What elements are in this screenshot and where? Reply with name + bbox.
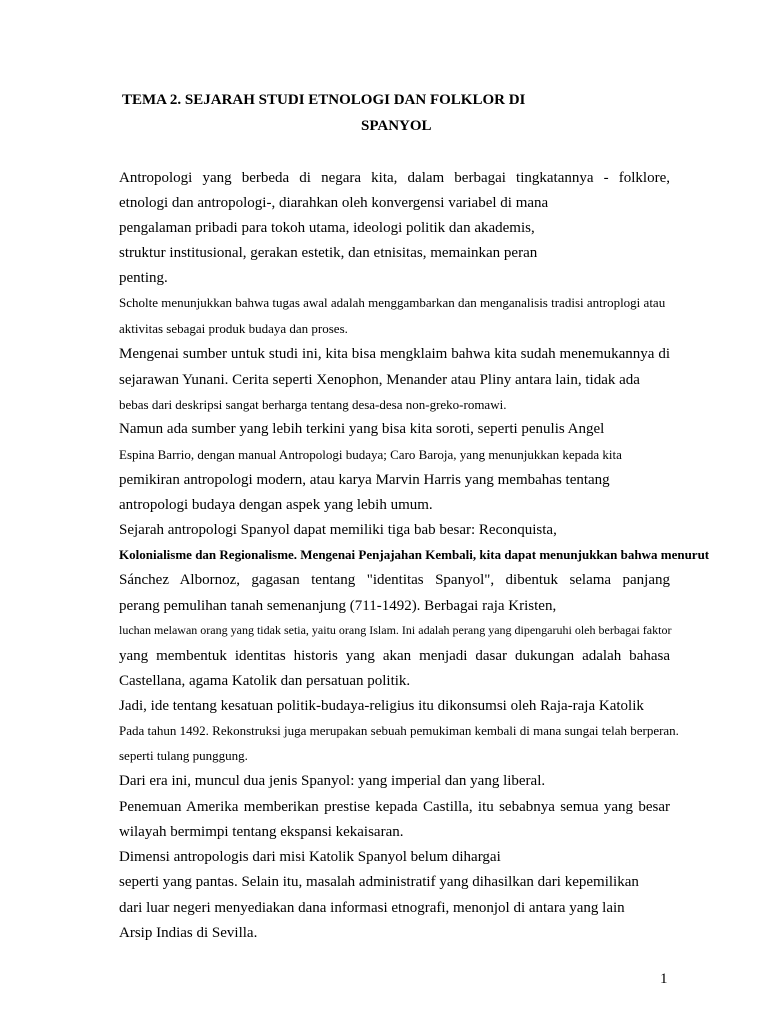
page-number: 1 xyxy=(660,971,668,987)
body-line: perang pemulihan tanah semenanjung (711-1492). Berbagai raja Kristen, xyxy=(119,598,557,614)
body-line: Castellana, agama Katolik dan persatuan politik. xyxy=(119,673,411,689)
body-line: antropologi budaya dengan aspek yang lebih umum. xyxy=(119,497,433,513)
body-line: Antropologi yang berbeda di negara kita, dalam berbagai tingkatannya - folklore, xyxy=(119,170,670,186)
body-line: Dimensi antropologis dari misi Katolik Spanyol belum dihargai xyxy=(119,849,501,865)
body-line: pengalaman pribadi para tokoh utama, ideologi politik dan akademis, xyxy=(119,220,535,236)
document-title-line-1: TEMA 2. SEJARAH STUDI ETNOLOGI DAN FOLKLOR DI xyxy=(122,92,526,108)
body-line: Kolonialisme dan Regionalisme. Mengenai Penjajahan Kembali, kita dapat menunjukkan bahwa menurut xyxy=(119,547,710,562)
body-line: luchan melawan orang yang tidak setia, yaitu orang Islam. Ini adalah perang yang dipengaruhi oleh berbagai faktor xyxy=(119,623,672,637)
body-line: pemikiran antropologi modern, atau karya Marvin Harris yang membahas tentang xyxy=(119,472,610,488)
body-line: Sánchez Albornoz, gagasan tentang "identitas Spanyol", dibentuk selama panjang xyxy=(119,572,670,588)
body-line: Pada tahun 1492. Rekonstruksi juga merupakan sebuah pemukiman kembali di mana sungai telah berperan. xyxy=(119,723,679,738)
body-line: bebas dari deskripsi sangat berharga tentang desa-desa non-greko-romawi. xyxy=(119,397,507,412)
body-line: Espina Barrio, dengan manual Antropologi budaya; Caro Baroja, yang menunjukkan kepada kita xyxy=(119,447,622,462)
body-line: etnologi dan antropologi-, diarahkan oleh konvergensi variabel di mana xyxy=(119,195,549,211)
body-line: sejarawan Yunani. Cerita seperti Xenophon, Menander atau Pliny antara lain, tidak ada xyxy=(119,372,640,388)
body-line: Mengenai sumber untuk studi ini, kita bisa mengklaim bahwa kita sudah menemukannya di xyxy=(119,346,670,362)
body-line: seperti tulang punggung. xyxy=(119,748,248,763)
body-line: penting. xyxy=(119,270,168,286)
body-line: Jadi, ide tentang kesatuan politik-budaya-religius itu dikonsumsi oleh Raja-raja Katolik xyxy=(119,698,644,714)
body-line: seperti yang pantas. Selain itu, masalah administratif yang dihasilkan dari kepemilikan xyxy=(119,874,639,890)
body-line: yang membentuk identitas historis yang akan menjadi dasar dukungan adalah bahasa xyxy=(119,648,670,664)
document-title-line-2: SPANYOL xyxy=(361,118,432,134)
body-line: Penemuan Amerika memberikan prestise kepada Castilla, itu sebabnya semua yang besar xyxy=(119,799,670,815)
body-line: Arsip Indias di Sevilla. xyxy=(119,925,258,941)
body-line: aktivitas sebagai produk budaya dan proses. xyxy=(119,321,348,336)
body-line: Sejarah antropologi Spanyol dapat memiliki tiga bab besar: Reconquista, xyxy=(119,522,557,538)
body-line: struktur institusional, gerakan estetik, dan etnisitas, memainkan peran xyxy=(119,245,538,261)
body-line: dari luar negeri menyediakan dana informasi etnografi, menonjol di antara yang lain xyxy=(119,900,625,916)
body-line: Dari era ini, muncul dua jenis Spanyol: yang imperial dan yang liberal. xyxy=(119,773,546,789)
body-line: Scholte menunjukkan bahwa tugas awal adalah menggambarkan dan menganalisis tradisi antroplogi atau xyxy=(119,295,666,310)
body-line: wilayah bermimpi tentang ekspansi kekaisaran. xyxy=(119,824,404,840)
body-line: Namun ada sumber yang lebih terkini yang bisa kita soroti, seperti penulis Angel xyxy=(119,421,605,437)
